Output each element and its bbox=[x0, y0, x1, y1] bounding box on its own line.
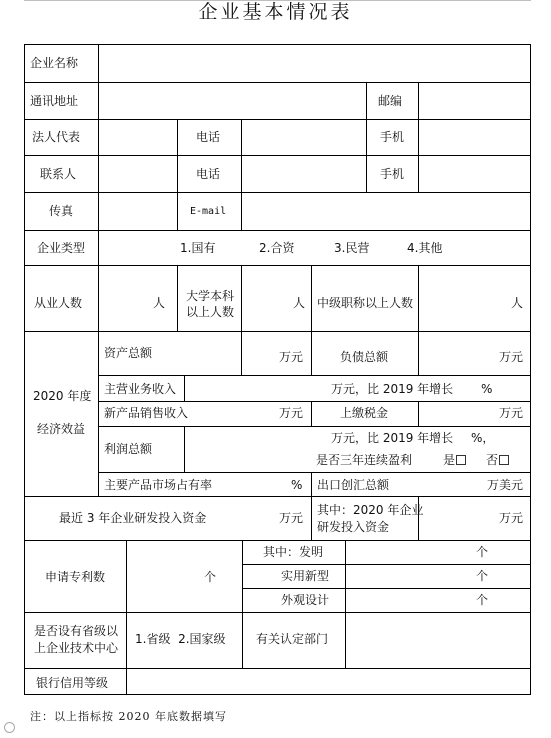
market-share-label: 主要产品市场占有率 bbox=[104, 478, 213, 492]
email-field[interactable] bbox=[245, 194, 526, 228]
type-option-jv[interactable]: 2.合资 bbox=[259, 241, 295, 255]
logo-icon bbox=[4, 722, 15, 733]
tax-paid-label: 上缴税金 bbox=[340, 406, 389, 420]
checkbox-icon bbox=[499, 455, 509, 465]
export-earnings-label: 出口创汇总额 bbox=[317, 478, 390, 492]
profit-no-checkbox[interactable] bbox=[486, 453, 509, 467]
tech-center-label: 是否设有省级以 上企业技术中心 bbox=[33, 624, 118, 655]
mobile-field[interactable] bbox=[422, 121, 526, 153]
type-option-state[interactable]: 1.国有 bbox=[180, 241, 216, 255]
main-revenue-percent: % bbox=[481, 382, 493, 396]
address-field[interactable] bbox=[104, 84, 360, 118]
company-name-label: 企业名称 bbox=[30, 56, 79, 70]
bank-credit-label: 银行信用等级 bbox=[36, 676, 109, 690]
tech-center-options[interactable]: 1.省级 2.国家级 bbox=[135, 632, 226, 646]
patent-invention-label: 其中：发明 bbox=[263, 545, 324, 559]
contact-mobile-field[interactable] bbox=[422, 157, 526, 190]
contact-label: 联系人 bbox=[40, 167, 77, 181]
tax-paid-unit: 万元 bbox=[499, 406, 524, 420]
export-earnings-unit: 万美元 bbox=[487, 478, 524, 492]
phone-label: 电话 bbox=[196, 130, 221, 144]
contact-phone-label: 电话 bbox=[196, 167, 221, 181]
bachelor-count-unit: 人 bbox=[293, 296, 306, 310]
watermark-logo bbox=[4, 722, 17, 734]
total-liabilities-label: 负债总额 bbox=[340, 350, 389, 364]
bank-credit-field[interactable] bbox=[130, 670, 526, 692]
address-label: 通讯地址 bbox=[30, 94, 79, 108]
profit-3-years-label: 是否三年连续盈利 bbox=[316, 453, 413, 467]
mid-title-count-unit: 人 bbox=[511, 296, 524, 310]
staff-count-label: 从业人数 bbox=[34, 296, 83, 310]
form-title: 企业基本情况表 bbox=[198, 1, 353, 23]
total-assets-label: 资产总额 bbox=[104, 346, 153, 360]
rd-investment-label: 最近 3 年企业研发投入资金 bbox=[59, 511, 207, 525]
contact-phone-field[interactable] bbox=[245, 157, 363, 190]
patent-design-unit: 个 bbox=[476, 593, 489, 607]
mid-title-count-label: 中级职称以上人数 bbox=[317, 296, 414, 310]
certifying-dept-field[interactable] bbox=[349, 614, 526, 666]
patent-utility-label: 实用新型 bbox=[281, 569, 330, 583]
contact-mobile-label: 手机 bbox=[380, 167, 405, 181]
main-revenue-growth: 万元，比 2019 年增长 bbox=[331, 382, 454, 396]
staff-count-unit: 人 bbox=[153, 296, 166, 310]
profit-yes-checkbox[interactable] bbox=[443, 453, 466, 467]
profit-no-label: 否 bbox=[486, 453, 499, 467]
patent-design-label: 外观设计 bbox=[281, 593, 330, 607]
rd-2020-unit: 万元 bbox=[499, 511, 524, 525]
fax-field[interactable] bbox=[104, 194, 174, 228]
rd-investment-unit: 万元 bbox=[279, 511, 304, 525]
new-product-sales-label: 新产品销售收入 bbox=[104, 406, 189, 420]
checkbox-icon bbox=[456, 455, 466, 465]
legal-rep-field[interactable] bbox=[104, 121, 174, 153]
total-liabilities-unit: 万元 bbox=[499, 350, 524, 364]
profit-growth: 万元，比 2019 年增长 bbox=[331, 431, 454, 445]
bachelor-count-label: 大学本科 以上人数 bbox=[185, 289, 234, 319]
footnote: 注：以上指标按 2020 年底数据填写 bbox=[30, 710, 227, 723]
contact-field[interactable] bbox=[104, 157, 174, 190]
total-profit-label: 利润总额 bbox=[104, 442, 153, 456]
economy-section-year: 2020 年度 bbox=[33, 389, 92, 403]
postcode-label: 邮编 bbox=[378, 94, 403, 108]
economy-section-label: 经济效益 bbox=[37, 422, 86, 436]
mobile-label: 手机 bbox=[380, 130, 405, 144]
phone-field[interactable] bbox=[245, 121, 363, 153]
profit-yes-label: 是 bbox=[443, 453, 456, 467]
postcode-field[interactable] bbox=[422, 84, 526, 118]
legal-rep-label: 法人代表 bbox=[32, 130, 81, 144]
type-option-private[interactable]: 3.民营 bbox=[334, 241, 370, 255]
patent-utility-unit: 个 bbox=[476, 569, 489, 583]
rd-2020-label: 其中：2020 年企业 研发投入资金 bbox=[317, 503, 424, 534]
main-revenue-label: 主营业务收入 bbox=[104, 382, 177, 396]
certifying-dept-label: 有关认定部门 bbox=[256, 632, 329, 646]
company-type-label: 企业类型 bbox=[37, 241, 86, 255]
new-product-sales-unit: 万元 bbox=[279, 406, 304, 420]
patent-invention-unit: 个 bbox=[476, 545, 489, 559]
total-assets-unit: 万元 bbox=[279, 350, 304, 364]
patent-count-label: 申请专利数 bbox=[45, 570, 106, 584]
type-option-other[interactable]: 4.其他 bbox=[407, 241, 443, 255]
email-label: E-mail bbox=[190, 206, 227, 217]
market-share-unit: % bbox=[291, 478, 303, 492]
fax-label: 传真 bbox=[49, 204, 74, 218]
patent-count-unit: 个 bbox=[204, 570, 217, 584]
company-name-field[interactable] bbox=[104, 46, 524, 80]
profit-percent: %， bbox=[471, 431, 495, 445]
